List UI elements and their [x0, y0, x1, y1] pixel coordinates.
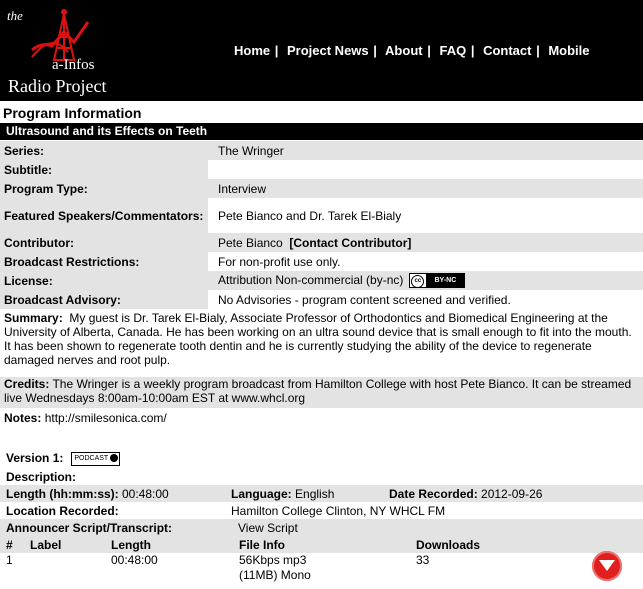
program-info-table — [0, 141, 643, 309]
nav-contact[interactable]: Contact — [483, 43, 532, 58]
summary-label: Summary: — [4, 311, 63, 325]
notes-block — [0, 411, 643, 425]
logo-ainfos-text: a-Infos — [52, 57, 95, 73]
main-nav: Home | Project News | About | FAQ | Contact | Mobile — [234, 43, 590, 58]
nav-home[interactable]: Home — [234, 43, 271, 58]
language-label: Language: — [231, 487, 292, 501]
contact-contributor-link[interactable]: [Contact Contributor] — [289, 235, 412, 250]
credits-label: Credits: — [4, 377, 50, 391]
row-contributor — [0, 233, 643, 252]
version-heading — [6, 451, 120, 466]
nav-faq[interactable]: FAQ — [439, 43, 467, 58]
restrictions-value: For non-profit use only. — [208, 252, 643, 271]
notes-text[interactable]: http://smilesonica.com/ — [44, 411, 167, 425]
version-label: Version 1: — [6, 451, 64, 465]
advisory-value: No Advisories - program content screened and verified. — [208, 290, 643, 309]
files-header-bg — [0, 536, 643, 553]
advisory-label: Broadcast Advisory: — [0, 290, 208, 309]
file-downloads: 33 — [416, 553, 430, 567]
file-info-line2: (11MB) Mono — [239, 568, 311, 582]
file-info-line1: 56Kbps mp3 — [239, 553, 307, 567]
logo-the-text: the — [7, 8, 23, 23]
credits-block — [0, 377, 643, 408]
summary-text: My guest is Dr. Tarek El-Bialy, Associate Professor of Orthodontics and Biomedical Engineering at the University of Alberta, Canada. He has been working on an ultra sound device that is small enough to fit into the mouth. It has been shown to regenerate tooth dentin and he is currently studying the ability of the device to regenerate damaged nerves and root pulp. — [4, 311, 632, 367]
license-value: Attribution Non-commercial (by-nc) — [218, 272, 404, 287]
location-label: Location Recorded: — [6, 504, 119, 518]
view-script-link[interactable]: View Script — [238, 521, 298, 535]
nav-project-news[interactable]: Project News — [287, 43, 369, 58]
notes-label: Notes: — [4, 411, 42, 425]
subtitle-value — [208, 160, 643, 179]
date-recorded-value: 2012-09-26 — [481, 487, 543, 501]
files-col-fileinfo: File Info — [239, 538, 285, 552]
page-title: Program Information — [3, 105, 142, 121]
file-num: 1 — [6, 553, 13, 567]
series-value: The Wringer — [208, 141, 643, 160]
summary-block — [0, 311, 643, 377]
row-license — [0, 271, 643, 290]
download-button[interactable] — [592, 551, 622, 581]
language-value: English — [295, 487, 335, 501]
cc-license-badge-icon[interactable]: cc BY-NC — [409, 273, 465, 288]
nav-about[interactable]: About — [385, 43, 423, 58]
series-label: Series: — [0, 141, 208, 160]
program-type-label: Program Type: — [0, 179, 208, 198]
speakers-label: Featured Speakers/Commentators: — [0, 198, 208, 233]
description-label: Description: — [6, 470, 77, 484]
files-col-num: # — [6, 538, 13, 552]
podcast-icon — [110, 454, 118, 462]
row-program-type — [0, 179, 643, 198]
file-length: 00:48:00 — [111, 553, 158, 567]
row-advisory — [0, 290, 643, 309]
restrictions-label: Broadcast Restrictions: — [0, 252, 208, 271]
length-label: Length (hh:mm:ss): — [6, 487, 119, 501]
files-col-length: Length — [111, 538, 151, 552]
license-label: License: — [0, 271, 208, 290]
nav-mobile[interactable]: Mobile — [548, 43, 590, 58]
row-subtitle — [0, 160, 643, 179]
files-col-label: Label — [30, 538, 62, 552]
contributor-label: Contributor: — [0, 233, 208, 252]
length-value: 00:48:00 — [122, 487, 169, 501]
podcast-badge[interactable]: PODCAST — [71, 452, 120, 466]
site-logo[interactable] — [2, 2, 142, 99]
program-type-value: Interview — [208, 179, 643, 198]
site-header — [0, 0, 643, 101]
date-recorded-label: Date Recorded: — [389, 487, 478, 501]
credits-text: The Wringer is a weekly program broadcast from Hamilton College with host Pete Bianco. It can be streamed live Wednesdays 8:00am-10:00am EST at www.whcl.org — [4, 377, 632, 405]
download-arrow-icon — [599, 560, 615, 572]
logo-radio-text: Radio Project — [8, 76, 107, 96]
row-series — [0, 141, 643, 160]
contributor-value: Pete Bianco — [218, 235, 283, 250]
row-speakers — [0, 198, 643, 233]
files-col-downloads: Downloads — [416, 538, 481, 552]
location-value: Hamilton College Clinton, NY WHCL FM — [231, 504, 446, 518]
program-title: Ultrasound and its Effects on Teeth — [0, 123, 643, 140]
row-restrictions — [0, 252, 643, 271]
script-label: Announcer Script/Transcript: — [6, 521, 173, 535]
subtitle-label: Subtitle: — [0, 160, 208, 179]
speakers-value: Pete Bianco and Dr. Tarek El-Bialy — [208, 198, 643, 233]
